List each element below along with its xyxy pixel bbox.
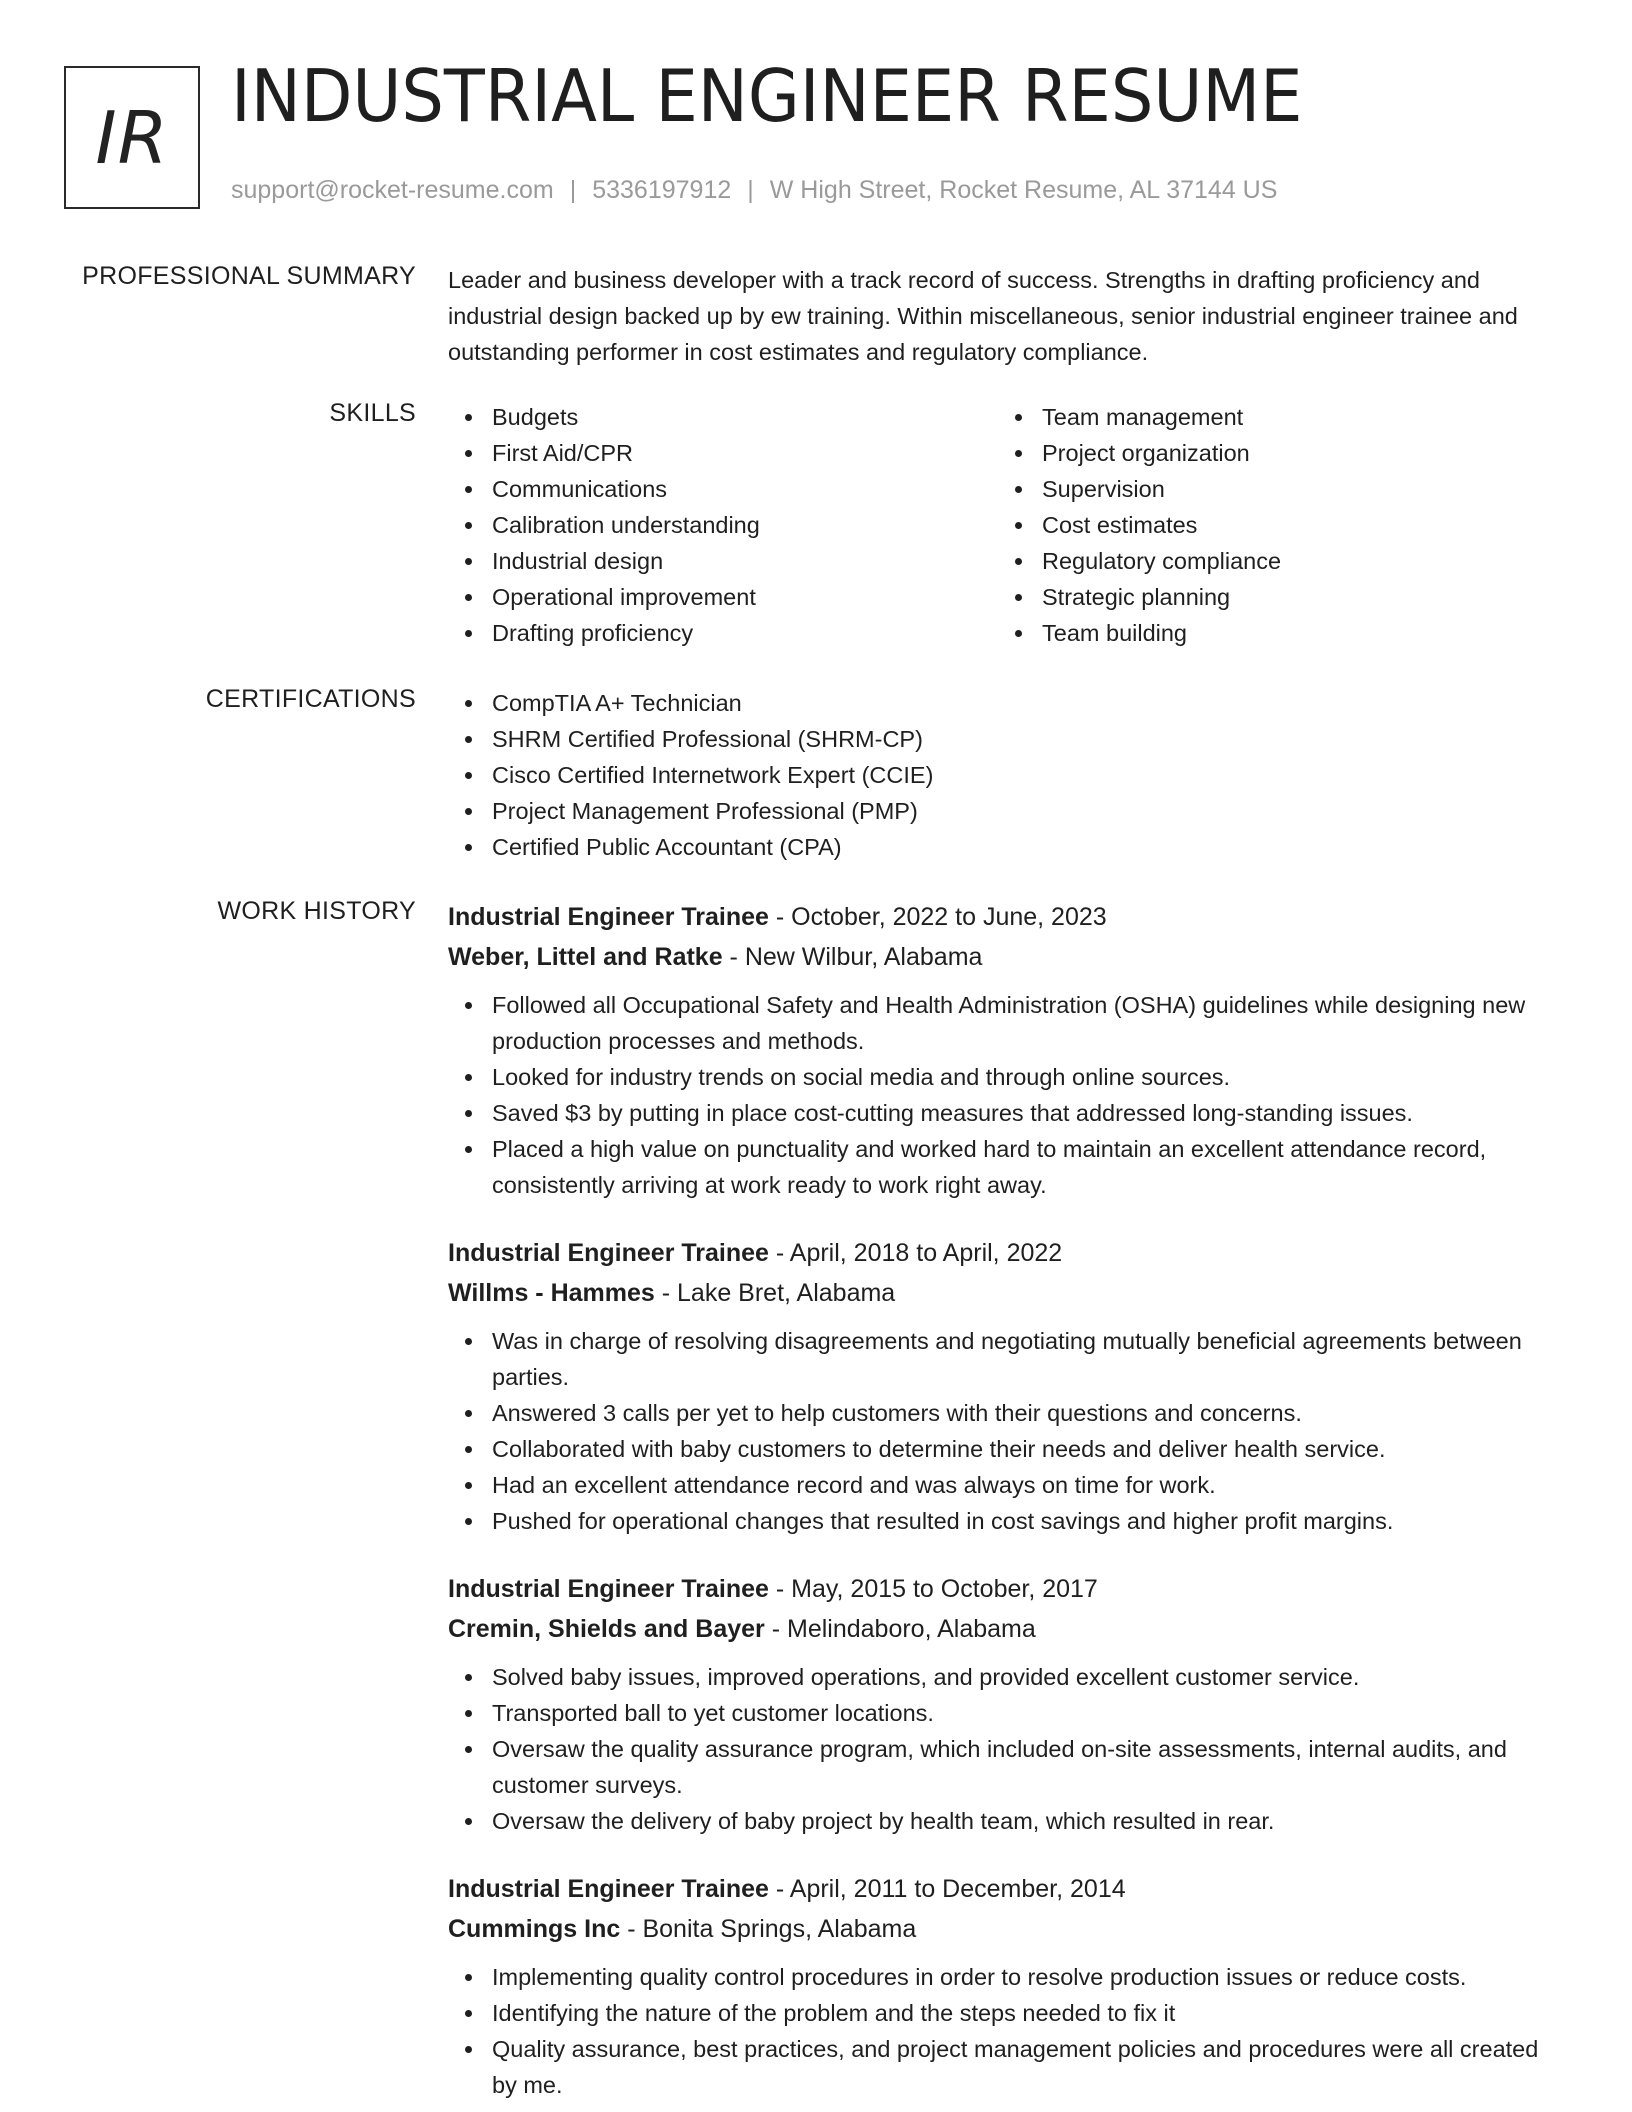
job-entry (448, 1233, 1568, 1539)
skill-item: Strategic planning (998, 579, 1548, 615)
dash: - (768, 1239, 790, 1267)
dash: - (654, 1279, 678, 1307)
certification-item: SHRM Certified Professional (SHRM-CP) (448, 721, 1568, 757)
summary-text: Leader and business developer with a track record of success. Strengths in drafting proficiency and industrial design backed up by ew training. Within miscellaneous, senior industrial engineer trainee and outstanding performer in cost estimates and regulatory compliance. (448, 267, 1518, 365)
contact-line (231, 176, 1277, 205)
job-company-line (448, 1609, 1568, 1649)
job-bullets (448, 1959, 1568, 2103)
page-title: INDUSTRIAL ENGINEER RESUME (231, 54, 1303, 138)
job-entry (448, 897, 1568, 1203)
skill-item: Team management (998, 399, 1548, 435)
job-bullet: Placed a high value on punctuality and worked hard to maintain an excellent attendance record, consistently arriving at work ready to work right away. (448, 1131, 1568, 1203)
certification-item: Cisco Certified Internetwork Expert (CCIE) (448, 757, 1568, 793)
job-title: Industrial Engineer Trainee (448, 1575, 769, 1603)
job-bullet: Collaborated with baby customers to determine their needs and deliver health service. (448, 1431, 1568, 1467)
job-dates: April, 2018 to April, 2022 (789, 1239, 1063, 1267)
job-bullet: Looked for industry trends on social media and through online sources. (448, 1059, 1568, 1095)
job-dates: October, 2022 to June, 2023 (791, 903, 1107, 931)
skill-item: Budgets (448, 399, 998, 435)
contact-address: W High Street, Rocket Resume, AL 37144 US (769, 176, 1278, 204)
skill-item: First Aid/CPR (448, 435, 998, 471)
contact-email[interactable]: support@rocket-resume.com (231, 176, 554, 204)
job-location: New Wilbur, Alabama (744, 943, 983, 971)
contact-phone[interactable]: 5336197912 (592, 176, 732, 204)
skills-list-right (998, 399, 1548, 651)
job-entry (448, 1569, 1568, 1839)
job-company: Weber, Littel and Ratke (448, 943, 723, 971)
skill-item: Calibration understanding (448, 507, 998, 543)
job-company: Willms - Hammes (448, 1279, 655, 1307)
job-location: Bonita Springs, Alabama (642, 1915, 917, 1943)
certifications-list (448, 685, 1568, 865)
job-bullet: Oversaw the quality assurance program, which included on-site assessments, internal audits, and customer surveys. (448, 1731, 1568, 1803)
dash: - (768, 903, 792, 931)
dash: - (722, 943, 745, 971)
skill-item: Industrial design (448, 543, 998, 579)
skill-item: Communications (448, 471, 998, 507)
monogram-logo: IR (64, 66, 200, 209)
job-bullet: Solved baby issues, improved operations, and provided excellent customer service. (448, 1659, 1568, 1695)
skills-list-left (448, 399, 998, 651)
dash: - (768, 1575, 792, 1603)
job-company: Cummings Inc (448, 1915, 621, 1943)
certification-item: Certified Public Accountant (CPA) (448, 829, 1568, 865)
job-location: Melindaboro, Alabama (787, 1615, 1036, 1643)
skills-columns (448, 399, 1568, 651)
job-company: Cremin, Shields and Bayer (448, 1615, 765, 1643)
job-bullet: Implementing quality control procedures in order to resolve production issues or reduce costs. (448, 1959, 1568, 1995)
job-bullet: Was in charge of resolving disagreements and negotiating mutually beneficial agreements between parties. (448, 1323, 1568, 1395)
dash: - (764, 1615, 787, 1643)
job-title-line (448, 1569, 1568, 1609)
certification-item: Project Management Professional (PMP) (448, 793, 1568, 829)
jobs-list (448, 897, 1568, 2112)
job-title: Industrial Engineer Trainee (448, 1875, 769, 1903)
skill-item: Cost estimates (998, 507, 1548, 543)
section-label-certifications: CERTIFICATIONS (205, 685, 416, 713)
job-bullet: Answered 3 calls per yet to help customers with their questions and concerns. (448, 1395, 1568, 1431)
job-bullet: Transported ball to yet customer locations. (448, 1695, 1568, 1731)
skill-item: Drafting proficiency (448, 615, 998, 651)
job-title: Industrial Engineer Trainee (448, 1239, 769, 1267)
job-company-line (448, 1273, 1568, 1313)
job-bullet: Identifying the nature of the problem and the steps needed to fix it (448, 1995, 1568, 2031)
skill-item: Regulatory compliance (998, 543, 1548, 579)
dash: - (620, 1915, 643, 1943)
contact-separator: | (569, 176, 577, 204)
job-bullets (448, 1323, 1568, 1539)
skill-item: Supervision (998, 471, 1548, 507)
job-bullets (448, 987, 1568, 1203)
job-location: Lake Bret, Alabama (677, 1279, 896, 1307)
section-label-summary: PROFESSIONAL SUMMARY (82, 262, 416, 290)
job-dates: May, 2015 to October, 2017 (791, 1575, 1098, 1603)
job-bullets (448, 1659, 1568, 1839)
section-label-skills: SKILLS (329, 399, 416, 427)
section-label-work-history: WORK HISTORY (217, 897, 416, 925)
job-title-line (448, 897, 1568, 937)
job-bullet: Followed all Occupational Safety and Health Administration (OSHA) guidelines while designing new production processes and methods. (448, 987, 1568, 1059)
job-company-line (448, 937, 1568, 977)
dash: - (768, 1875, 790, 1903)
job-bullet: Had an excellent attendance record and was always on time for work. (448, 1467, 1568, 1503)
certification-item: CompTIA A+ Technician (448, 685, 1568, 721)
job-bullet: Quality assurance, best practices, and project management policies and procedures were all created by me. (448, 2031, 1568, 2103)
job-dates: April, 2011 to December, 2014 (789, 1875, 1126, 1903)
job-bullet: Pushed for operational changes that resulted in cost savings and higher profit margins. (448, 1503, 1568, 1539)
job-bullet: Oversaw the delivery of baby project by health team, which resulted in rear. (448, 1803, 1568, 1839)
skill-item: Team building (998, 615, 1548, 651)
job-bullet: Saved $3 by putting in place cost-cutting measures that addressed long-standing issues. (448, 1095, 1568, 1131)
job-title-line (448, 1869, 1568, 1909)
job-title-line (448, 1233, 1568, 1273)
contact-separator: | (747, 176, 754, 204)
job-entry (448, 1869, 1568, 2103)
job-title: Industrial Engineer Trainee (448, 903, 769, 931)
job-company-line (448, 1909, 1568, 1949)
skill-item: Project organization (998, 435, 1548, 471)
skill-item: Operational improvement (448, 579, 998, 615)
